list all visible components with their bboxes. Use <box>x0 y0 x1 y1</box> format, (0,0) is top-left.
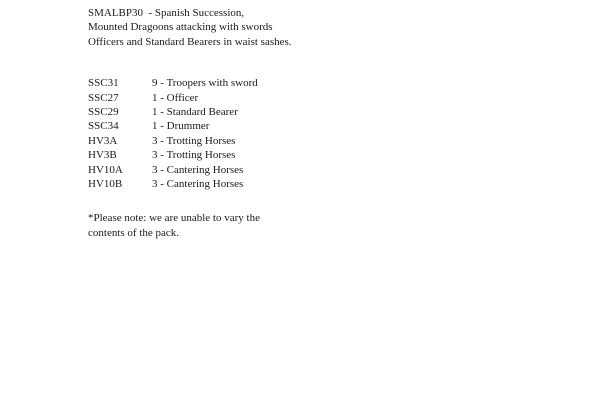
pack-subtitle-line-2: Officers and Standard Bearers in waist sashes. <box>88 35 292 48</box>
item-code: SSC34 <box>88 120 119 133</box>
item-code: HV10A <box>88 163 123 176</box>
item-description: 1 - Standard Bearer <box>152 106 238 119</box>
item-code: HV10B <box>88 178 123 191</box>
pack-item-row <box>88 163 508 177</box>
pack-note <box>88 211 508 240</box>
item-code: HV3A <box>88 134 118 147</box>
item-code: SSC29 <box>88 106 119 119</box>
item-code: SSC27 <box>88 91 119 104</box>
pack-header <box>88 6 508 49</box>
item-description: 1 - Officer <box>152 91 199 104</box>
pack-item-row <box>88 177 508 191</box>
note-line-2: contents of the pack. <box>88 226 180 239</box>
pack-item-row <box>88 105 508 119</box>
pack-item-row <box>88 76 508 90</box>
item-description: 9 - Troopers with sword <box>152 77 258 90</box>
item-description: 3 - Cantering Horses <box>152 178 244 191</box>
item-code: HV3B <box>88 149 117 162</box>
pack-item-row <box>88 148 508 162</box>
item-description: 3 - Trotting Horses <box>152 134 236 147</box>
document-content <box>88 6 508 240</box>
pack-item-row <box>88 91 508 105</box>
item-code: SSC31 <box>88 77 119 90</box>
item-description: 3 - Trotting Horses <box>152 149 236 162</box>
item-description: 3 - Cantering Horses <box>152 163 244 176</box>
item-description: 1 - Drummer <box>152 120 210 133</box>
pack-subtitle-line-1: Mounted Dragoons attacking with swords <box>88 21 273 34</box>
pack-item-row <box>88 119 508 133</box>
note-line-1: *Please note: we are unable to vary the <box>88 212 260 225</box>
pack-item-row <box>88 134 508 148</box>
pack-contents-list <box>88 76 508 191</box>
pack-title: SMALBP30 - Spanish Succession, <box>88 7 245 19</box>
